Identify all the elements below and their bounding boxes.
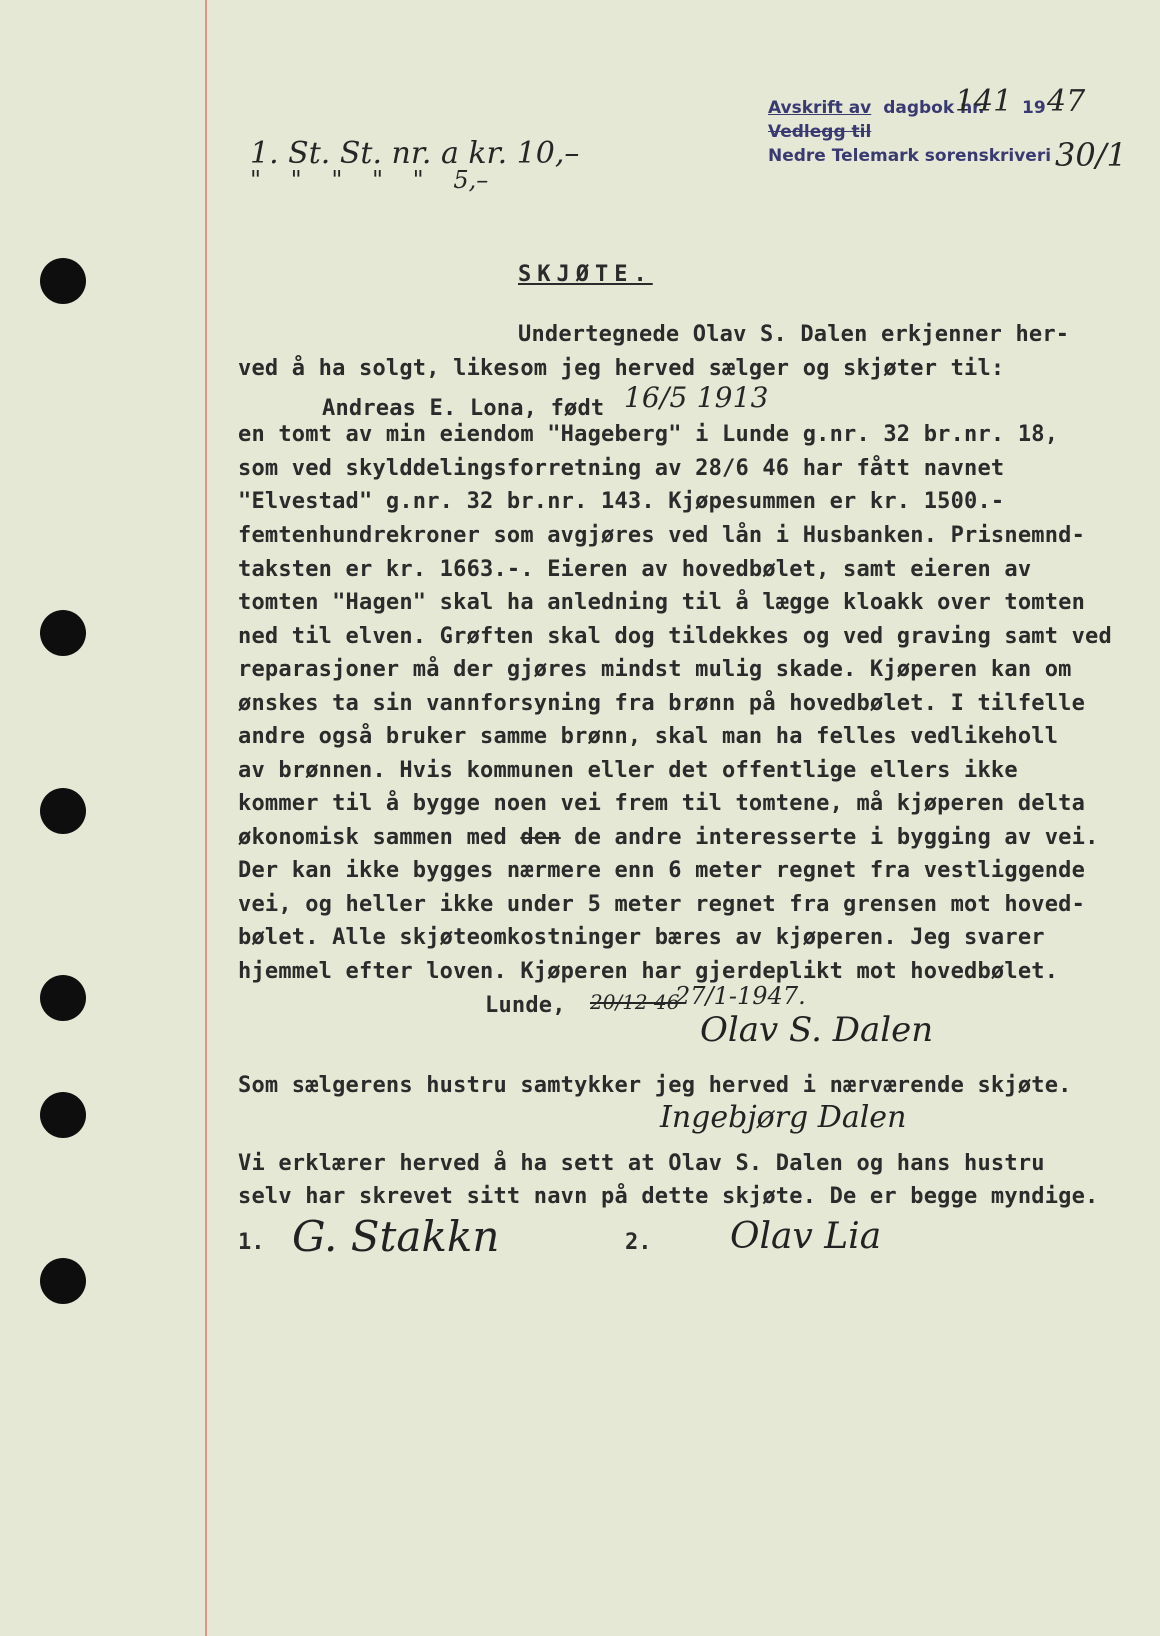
punch-hole xyxy=(40,975,86,1021)
witness-2-signature: Olav Lia xyxy=(730,1216,882,1257)
body-line: tomten "Hagen" skal ha anledning til å lægge kloakk over tomten xyxy=(238,590,1086,615)
seller-signature: Olav S. Dalen xyxy=(700,1010,934,1050)
witness-line: selv har skrevet sitt navn på dette skjøte. De er begge myndige. xyxy=(238,1184,1099,1209)
body-line: Undertegnede Olav S. Dalen erkjenner her- xyxy=(518,322,1070,347)
body-text: økonomisk sammen med xyxy=(238,825,521,850)
stamp-date: 30/1 xyxy=(1055,136,1127,174)
body-line: av brønnen. Hvis kommunen eller det offentlige ellers ikke xyxy=(238,758,1018,783)
buyer-text: Andreas E. Lona, født xyxy=(322,396,605,421)
body-line: ned til elven. Grøften skal dog tildekkes og ved graving samt ved xyxy=(238,624,1112,649)
body-line: Der kan ikke bygges nærmere enn 6 meter regnet fra vestliggende xyxy=(238,858,1086,883)
punch-hole xyxy=(40,1258,86,1304)
punch-hole xyxy=(40,788,86,834)
body-line: som ved skylddelingsforretning av 28/6 46 har fått navnet xyxy=(238,456,1005,481)
stamp-line-1 xyxy=(768,98,985,118)
punch-hole xyxy=(40,610,86,656)
witness-line: Vi erklærer herved å ha sett at Olav S. Dalen og hans hustru xyxy=(238,1151,1045,1176)
witness-number-2: 2. xyxy=(625,1230,652,1255)
body-line xyxy=(238,825,1099,850)
body-line xyxy=(322,381,769,422)
consent-line: Som sælgerens hustru samtykker jeg herved i nærværende skjøte. xyxy=(238,1073,1072,1098)
body-line: femtenhundrekroner som avgjøres ved lån i Husbanken. Prisnemnd- xyxy=(238,523,1086,548)
punch-hole xyxy=(40,258,86,304)
body-line: reparasjoner må der gjøres mindst mulig skade. Kjøperen kan om xyxy=(238,657,1072,682)
witness-1-signature: G. Stakkn xyxy=(292,1212,500,1261)
body-line: taksten er kr. 1663.-. Eieren av hovedbølet, samt eieren av xyxy=(238,557,1032,582)
place-label: Lunde, xyxy=(485,993,566,1018)
witness-number-1: 1. xyxy=(238,1230,265,1255)
body-line: andre også bruker samme brønn, skal man ha felles vedlikeholl xyxy=(238,724,1059,749)
stamp-office: Nedre Telemark sorenskriveri xyxy=(768,146,1052,166)
body-line: vei, og heller ikke under 5 meter regnet fra grensen mot hoved- xyxy=(238,892,1086,917)
struck-word: den xyxy=(520,825,561,850)
struck-date: 20/12 46 xyxy=(590,990,680,1014)
stamp-avskrift: Avskrift av xyxy=(768,98,872,118)
punch-hole xyxy=(40,1092,86,1138)
stamp-number: 141 xyxy=(955,84,1013,119)
body-line: ønskes ta sin vannforsyning fra brønn på hovedbølet. I tilfelle xyxy=(238,691,1086,716)
document-title: SKJØTE. xyxy=(518,262,653,287)
body-line: kommer til å bygge noen vei frem til tomtene, må kjøperen delta xyxy=(238,791,1086,816)
fee-line-2: " " " " " 5,– xyxy=(250,166,489,194)
signing-date: 27/1-1947. xyxy=(675,982,806,1010)
margin-line xyxy=(205,0,207,1636)
body-line: en tomt av min eiendom "Hageberg" i Lunde g.nr. 32 br.nr. 18, xyxy=(238,422,1059,447)
fee-line-1: 1. St. St. nr. a kr. 10,– xyxy=(250,136,580,171)
stamp-vedlegg: Vedlegg til xyxy=(768,122,872,142)
buyer-birthdate: 16/5 1913 xyxy=(623,381,769,414)
body-line: "Elvestad" g.nr. 32 br.nr. 143. Kjøpesummen er kr. 1500.- xyxy=(238,489,1005,514)
body-line: bølet. Alle skjøteomkostninger bæres av kjøperen. Jeg svarer xyxy=(238,925,1045,950)
body-line: ved å ha solgt, likesom jeg herved sælger og skjøter til: xyxy=(238,356,1005,381)
stamp-dagbok: dagbok nr. xyxy=(883,98,985,118)
stamp-year: 47 xyxy=(1047,84,1086,119)
wife-signature: Ingebjørg Dalen xyxy=(660,1100,907,1135)
stamp-year-prefix: 19 xyxy=(1022,98,1046,118)
body-line: hjemmel efter loven. Kjøperen har gjerdeplikt mot hovedbølet. xyxy=(238,959,1059,984)
body-text: de andre interesserte i bygging av vei. xyxy=(560,825,1099,850)
